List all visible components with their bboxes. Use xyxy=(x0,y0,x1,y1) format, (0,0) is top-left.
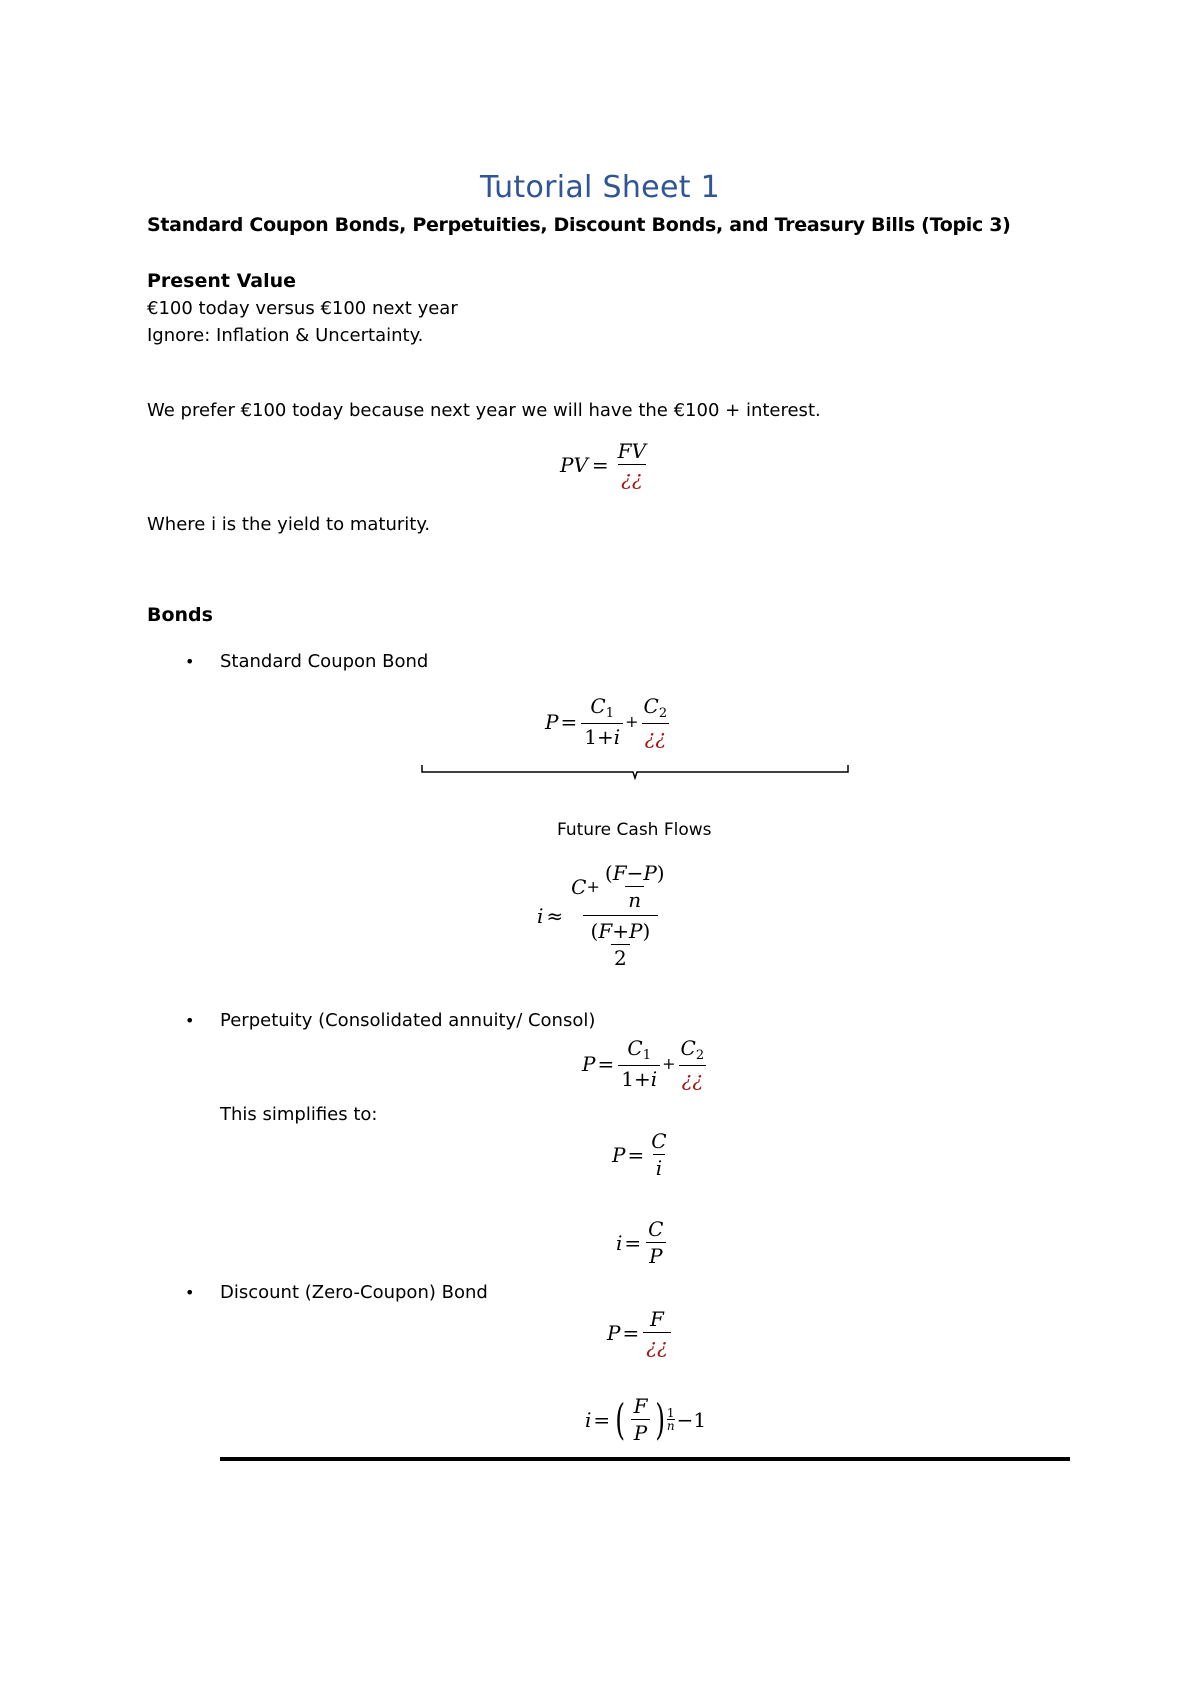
ytm-plus: + xyxy=(586,876,600,896)
std-sub-1: 1 xyxy=(605,706,614,721)
future-cash-flows-label: Future Cash Flows xyxy=(557,820,712,840)
present-value-line-3: We prefer €100 today because next year we will have the €100 + interest. xyxy=(147,400,821,421)
perp3-den: P xyxy=(646,1242,665,1267)
ytm-approx-formula xyxy=(537,862,675,969)
perp3-lhs: i xyxy=(616,1230,623,1255)
ytm-note: Where i is the yield to maturity. xyxy=(147,514,431,535)
perp-fraction-2 xyxy=(678,1037,708,1090)
disc-num: F xyxy=(650,1307,664,1331)
page-subtitle: Standard Coupon Bonds, Perpetuities, Discount Bonds, and Treasury Bills (Topic 3) xyxy=(147,214,1011,236)
perp3-num: C xyxy=(648,1217,664,1241)
disc2-right-paren: ) xyxy=(655,1394,666,1444)
disc-fraction xyxy=(643,1308,670,1357)
ytm-lp-1: ( xyxy=(604,861,613,885)
pv-fraction xyxy=(615,440,649,489)
perp-lhs: P xyxy=(582,1051,596,1076)
pv-formula-lhs: PV xyxy=(560,452,588,477)
ytm-rp-1: ) xyxy=(656,861,665,885)
perpetuity-label: Perpetuity (Consolidated annuity/ Consol) xyxy=(220,1010,596,1031)
disc-eq: = xyxy=(622,1320,640,1345)
simplifies-text: This simplifies to: xyxy=(220,1104,378,1125)
perp-sub-1: 1 xyxy=(642,1048,651,1063)
present-value-heading: Present Value xyxy=(147,270,297,292)
ytm-approx: ≈ xyxy=(546,903,564,928)
future-cash-flows-brace xyxy=(420,764,850,788)
present-value-line-2: Ignore: Inflation & Uncertainty. xyxy=(147,325,424,346)
disc2-den: P xyxy=(631,1419,650,1444)
ytm-c: C xyxy=(571,874,587,899)
disc2-lhs: i xyxy=(585,1407,592,1432)
perpetuity-formula-3 xyxy=(616,1218,668,1267)
std-den-2: ¿¿ xyxy=(642,723,669,748)
ytm-lhs: i xyxy=(537,903,544,928)
bullet-discount: • xyxy=(185,1283,195,1302)
disc-lhs: P xyxy=(607,1320,621,1345)
perp2-den: i xyxy=(653,1154,665,1179)
perp3-eq: = xyxy=(624,1230,642,1255)
ytm-n: n xyxy=(625,886,644,911)
ytm-upper-fraction xyxy=(602,862,668,911)
bonds-heading: Bonds xyxy=(147,604,213,626)
std-c2: C xyxy=(643,694,659,718)
ytm-rp-2: ) xyxy=(642,919,651,943)
discount-formula-1 xyxy=(607,1308,673,1357)
pv-formula-eq: = xyxy=(591,452,609,477)
perp-c1: C xyxy=(627,1036,643,1060)
pv-formula xyxy=(560,440,651,489)
standard-coupon-label: Standard Coupon Bond xyxy=(220,651,429,672)
ytm-f-plus-p: F+P xyxy=(598,919,643,943)
perp3-fraction xyxy=(645,1218,666,1267)
std-lhs: P xyxy=(545,709,559,734)
perp-sub-2: 2 xyxy=(695,1048,705,1063)
bullet-standard: • xyxy=(185,652,195,671)
perp-fraction-1 xyxy=(618,1037,660,1090)
std-sub-2: 2 xyxy=(658,706,668,721)
disc2-exp-num: 1 xyxy=(666,1406,675,1420)
pv-numerator: FV xyxy=(617,439,646,463)
disc2-fraction xyxy=(631,1395,651,1444)
ytm-main-fraction xyxy=(568,862,672,969)
ytm-lp-2: ( xyxy=(590,919,599,943)
perp2-num: C xyxy=(651,1129,667,1153)
perp2-lhs: P xyxy=(612,1142,626,1167)
disc2-exponent xyxy=(667,1407,675,1432)
std-eq: = xyxy=(560,709,578,734)
horizontal-rule xyxy=(220,1457,1070,1461)
perp-eq: = xyxy=(597,1051,615,1076)
perp-den-1: 1+ xyxy=(621,1067,651,1092)
perp-den-i: i xyxy=(650,1067,658,1092)
std-c1: C xyxy=(590,694,606,718)
perp-c2: C xyxy=(680,1036,696,1060)
discount-formula-2 xyxy=(585,1395,706,1444)
pv-denominator: ¿¿ xyxy=(618,464,645,489)
discount-bond-label: Discount (Zero-Coupon) Bond xyxy=(220,1282,488,1303)
disc2-minus-one: −1 xyxy=(676,1407,707,1432)
disc2-exp-den: n xyxy=(666,1419,675,1433)
std-fraction-1 xyxy=(581,695,623,748)
perpetuity-formula-1 xyxy=(582,1037,709,1090)
present-value-line-1: €100 today versus €100 next year xyxy=(147,298,458,319)
perp2-eq: = xyxy=(627,1142,645,1167)
disc-den: ¿¿ xyxy=(643,1332,670,1357)
perp-den-2: ¿¿ xyxy=(679,1065,706,1090)
ytm-two: 2 xyxy=(611,944,630,969)
std-den-1: 1+ xyxy=(584,725,614,750)
perp-plus: + xyxy=(662,1054,676,1074)
ytm-f-minus-p: F−P xyxy=(612,861,657,885)
standard-price-formula xyxy=(545,695,672,748)
bullet-perpetuity: • xyxy=(185,1011,195,1030)
std-den-i: i xyxy=(613,725,621,750)
std-plus: + xyxy=(625,712,639,732)
std-fraction-2 xyxy=(641,695,671,748)
disc2-left-paren: ( xyxy=(615,1394,626,1444)
perpetuity-formula-2 xyxy=(612,1130,672,1179)
disc2-num: F xyxy=(633,1394,648,1418)
perp2-fraction xyxy=(648,1130,669,1179)
disc2-eq: = xyxy=(593,1407,611,1432)
ytm-lower-fraction xyxy=(588,920,654,969)
page-title: Tutorial Sheet 1 xyxy=(480,170,720,205)
